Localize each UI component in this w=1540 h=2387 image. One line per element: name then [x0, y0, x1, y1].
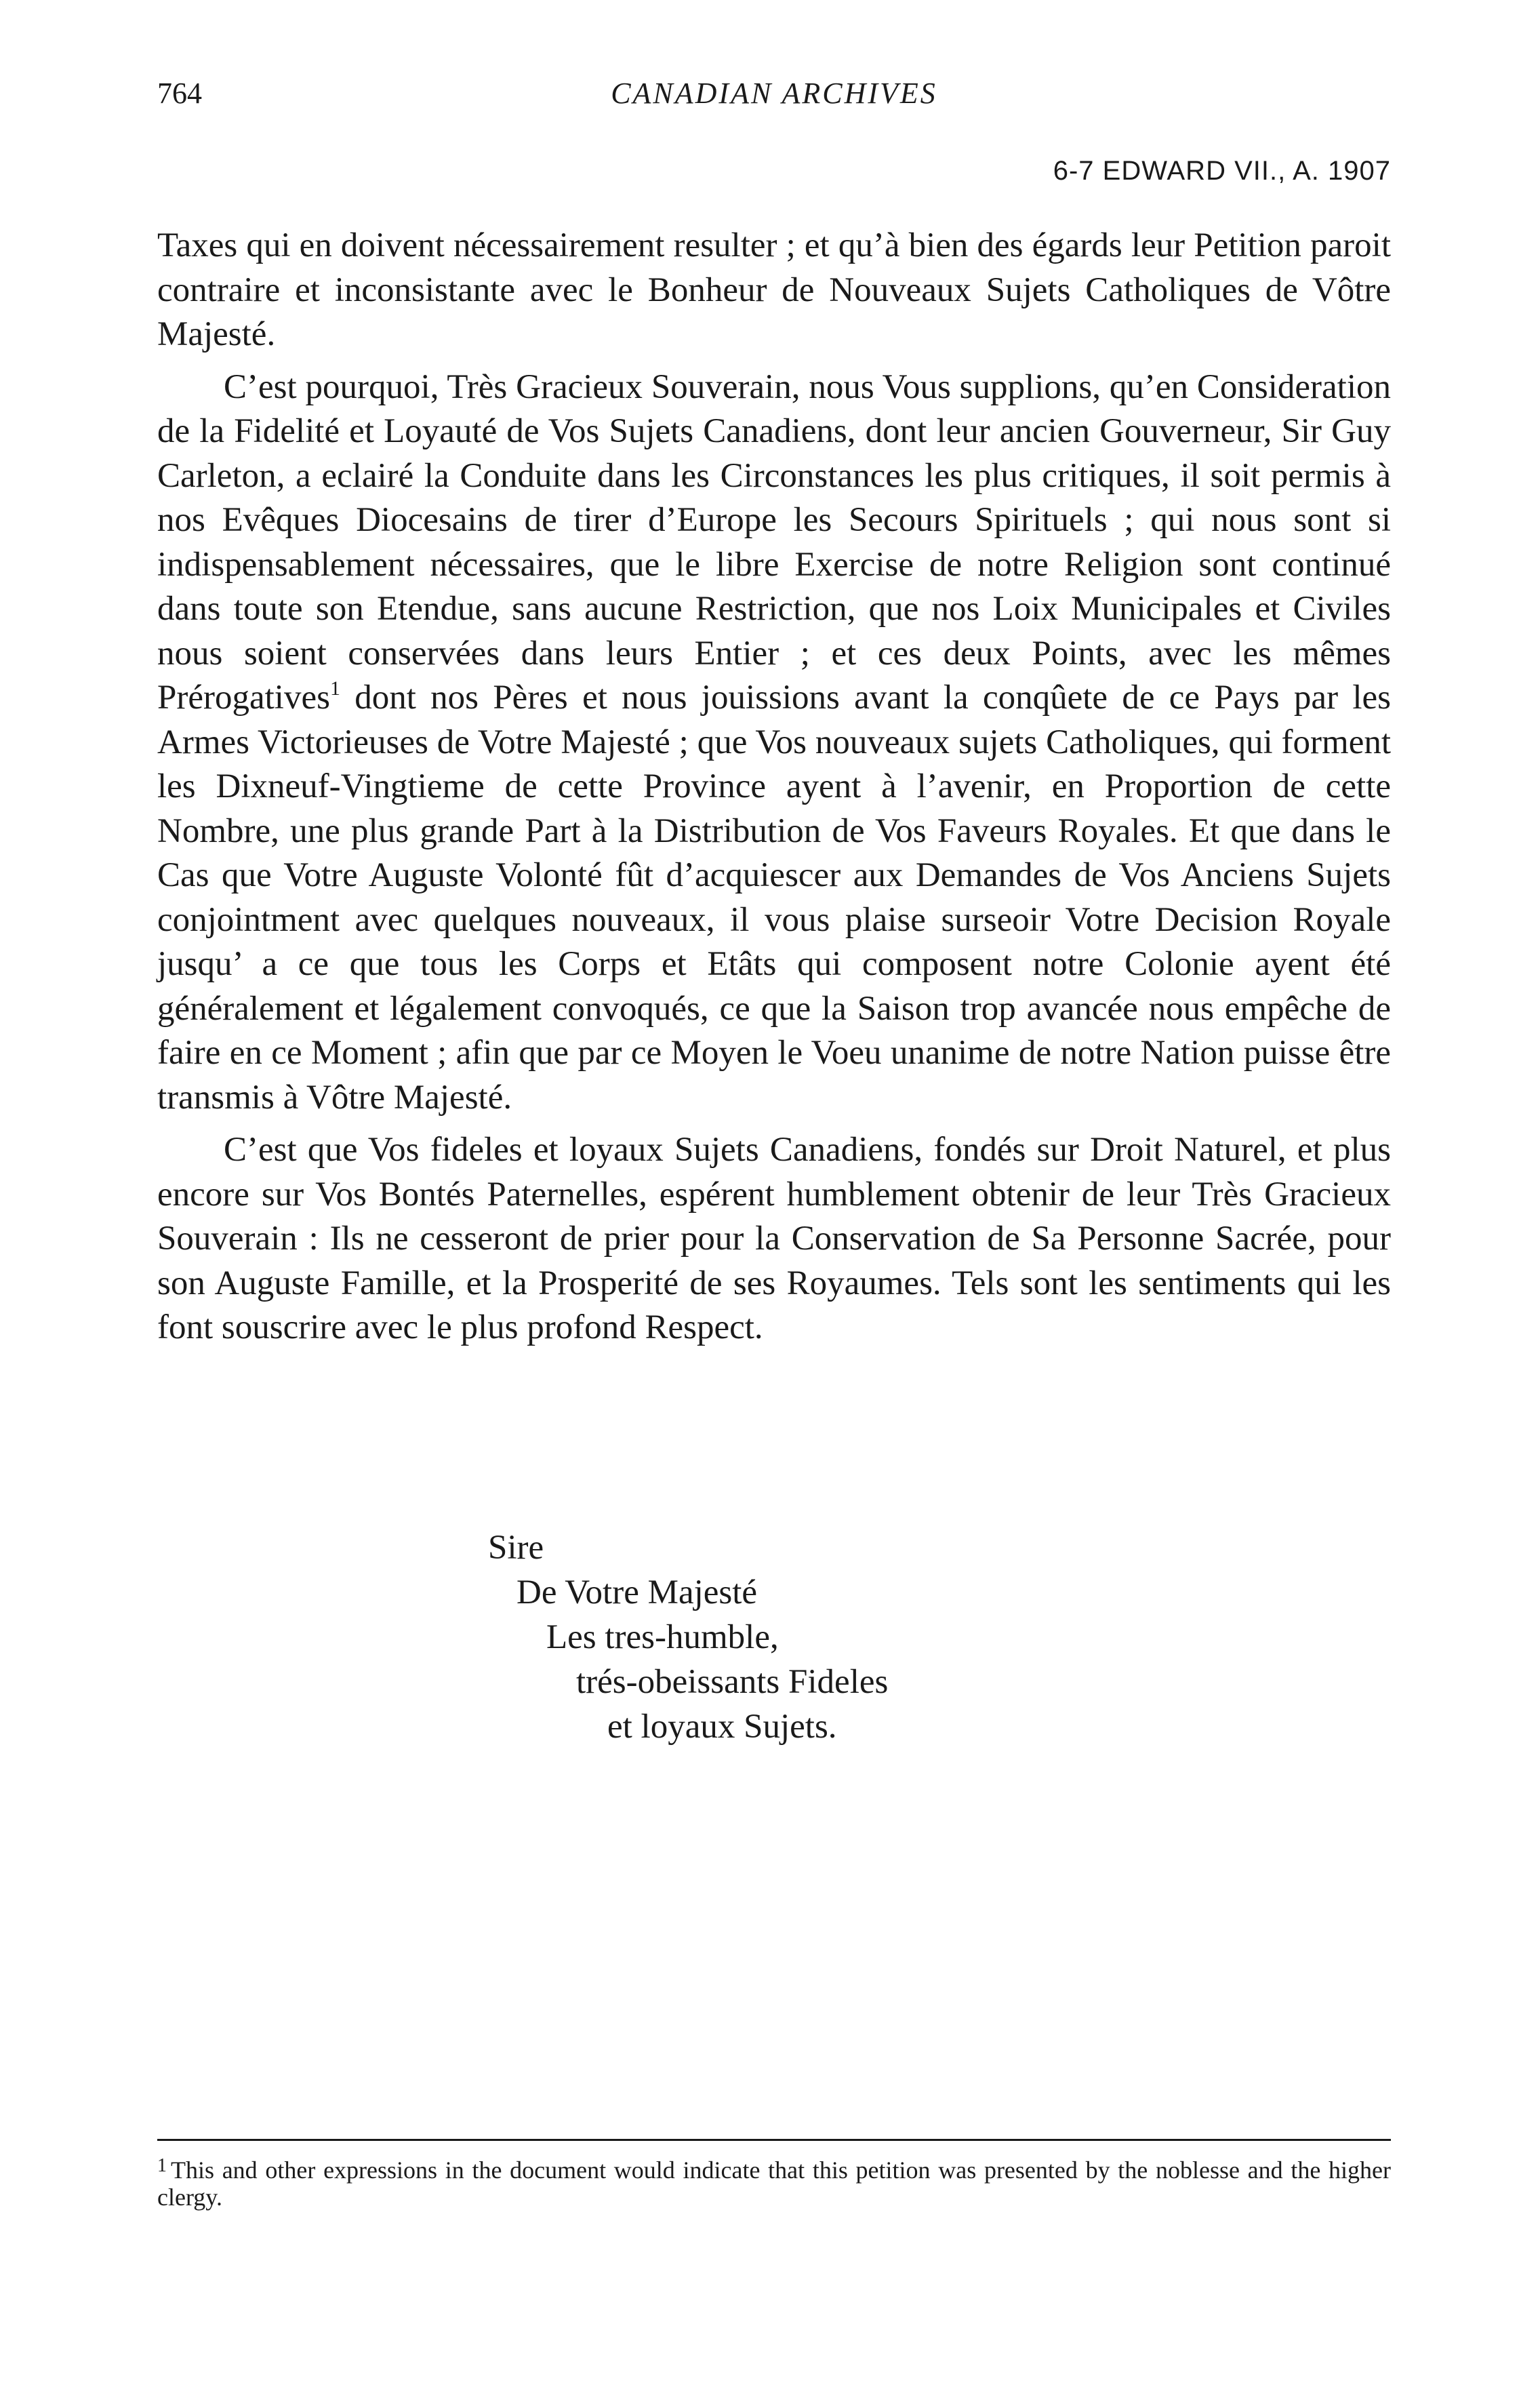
- closing-line-1: Sire: [488, 1529, 544, 1567]
- body-text: [157, 224, 1391, 1359]
- paragraph-1: Taxes qui en doivent nécessairement resulter ; et qu’à bien des égards leur Petition paroit contraire et inconsistante avec le Bonheur de Nouveaux Sujets Catholiques de Vôtre Majesté.: [157, 226, 1391, 353]
- closing-line-4: trés-obeissants Fideles: [576, 1663, 889, 1701]
- paragraph-2-text-b: dont nos Pères et nous jouissions avant la conqûete de ce Pays par les Armes Victorieuses de Votre Majesté ; que Vos nouveaux sujets Catholiques, qui forment les Dixneuf-Vingtieme de cette Province ayent à l’avenir, en Proportion de cette Nombre, une plus grande Part à la Distribution de Vos Faveurs Royales. Et que dans le Cas que Votre Auguste Volonté fût d’acquiescer aux Demandes de Vos Anciens Sujets conjointment avec quelques nouveaux, il vous plaise surseoir Votre Decision Royale jusqu’ a ce que tous les Corps et Etâts qui composent notre Colonie ayent été généralement et légalement convoqués, ce que la Saison trop avancée nous empêche de faire en ce Moment ; afin que par ce Moyen le Voeu unanime de notre Nation puisse être transmis à Vôtre Majesté.: [157, 679, 1391, 1117]
- closing-line-2: De Votre Majesté: [516, 1573, 758, 1611]
- session-reference: 6-7 EDWARD VII., A. 1907: [1053, 156, 1391, 186]
- footnote-text: This and other expressions in the document would indicate that this petition was presented by the noblesse and the higher clergy.: [157, 2157, 1391, 2211]
- footnote-reference: 1: [329, 677, 340, 700]
- running-title: CANADIAN ARCHIVES: [611, 77, 937, 110]
- paragraph-3: C’est que Vos fideles et loyaux Sujets Canadiens, fondés sur Droit Naturel, et plus encore sur Vos Bontés Paternelles, espérent humblement obtenir de leur Très Gracieux Souverain : Ils ne cesseront de prier pour la Conservation de Sa Personne Sacrée, pour son Auguste Famille, et la Prosperité de ses Royaumes. Tels sont les sentiments qui les font souscrire avec le plus profond Respect.: [157, 1131, 1391, 1346]
- footnote: [157, 2152, 1391, 2211]
- footnote-marker: 1: [157, 2155, 167, 2176]
- running-head: [157, 76, 1391, 186]
- page-number: 764: [157, 77, 202, 110]
- closing-line-5: et loyaux Sujets.: [607, 1708, 837, 1746]
- closing-line-3: Les tres-humble,: [546, 1618, 779, 1656]
- footnote-divider: [157, 2139, 1391, 2141]
- paragraph-2-text-a: C’est pourquoi, Très Gracieux Souverain, nous Vous supplions, qu’en Consideration de la Fidelité et Loyauté de Vos Sujets Canadiens, dont leur ancien Gouverneur, Sir Guy Carleton, a eclairé la Conduite dans les Circonstances les plus critiques, il soit permis à nos Evêques Diocesains de tirer d’Europe les Secours Spirituels ; qui nous sont si indispensablement nécessaires, que le libre Exercise de notre Religion sont continué dans toute son Etendue, sans aucune Restriction, que nos Loix Municipales et Civiles nous soient conservées dans leurs Entier ; et ces deux Points, avec les mêmes Prérogatives: [157, 367, 1391, 717]
- paragraph-2: [157, 365, 1391, 1121]
